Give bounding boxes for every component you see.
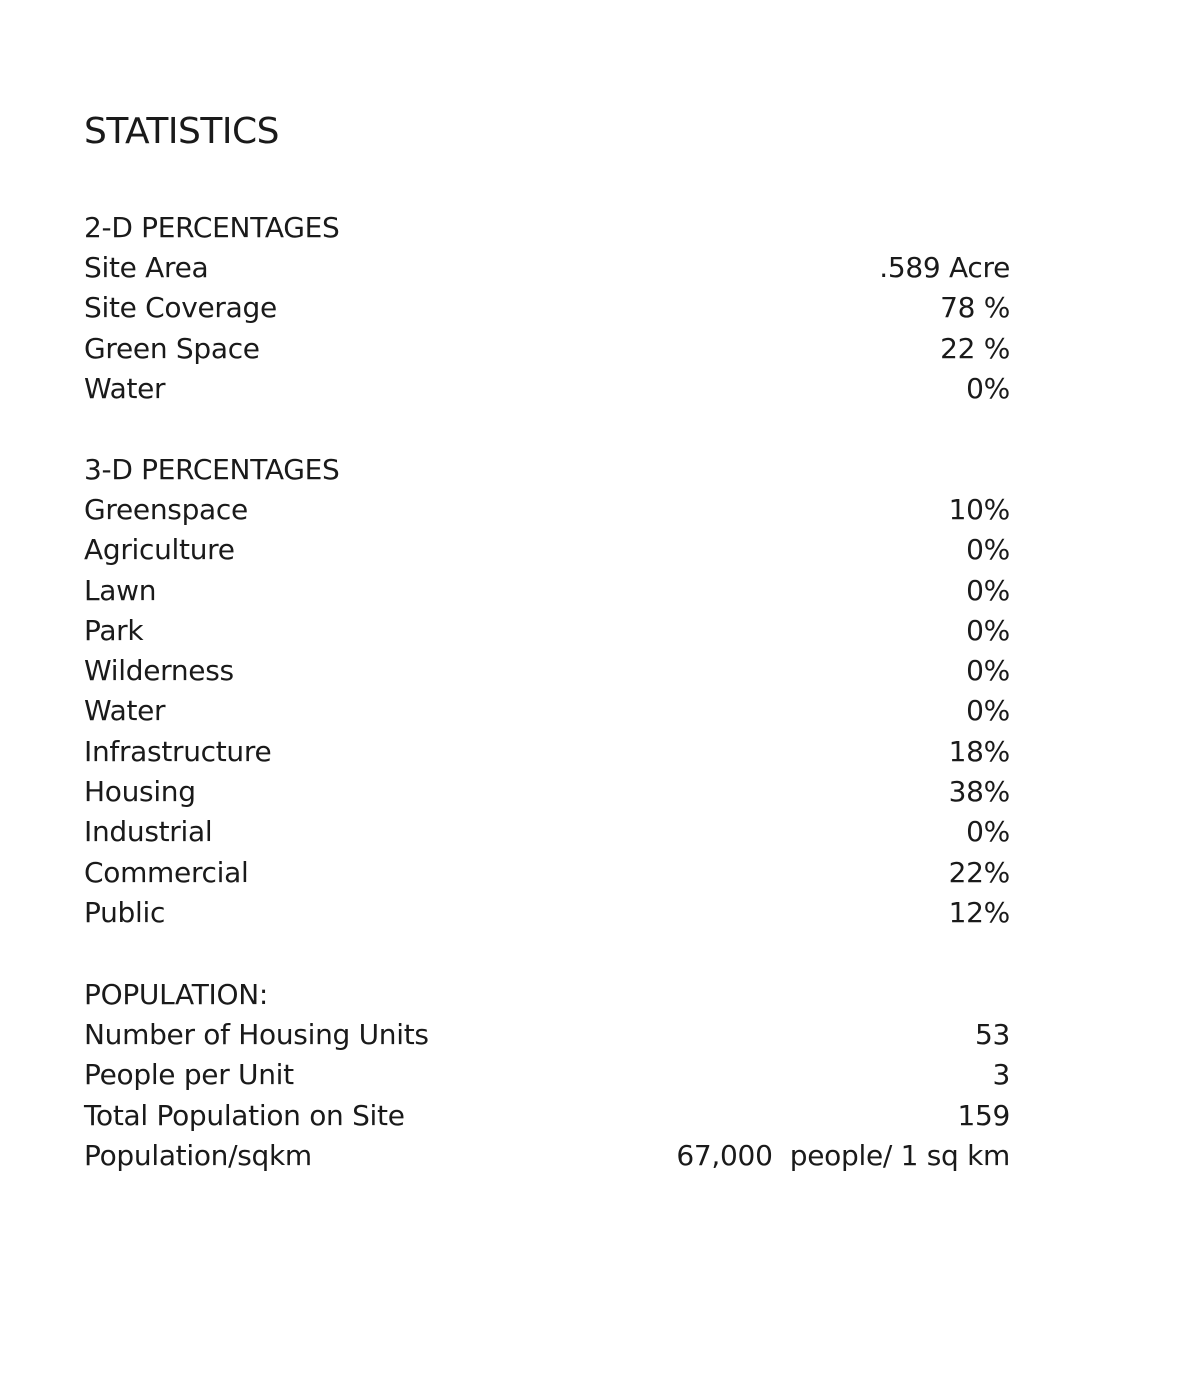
stat-row-lawn bbox=[84, 571, 1010, 611]
stat-value: 0% bbox=[966, 815, 1010, 849]
stat-label: People per Unit bbox=[84, 1058, 294, 1092]
section-3d-percentages bbox=[84, 450, 1010, 933]
stat-row-water bbox=[84, 691, 1010, 731]
stat-row-people-per-unit bbox=[84, 1055, 1010, 1095]
stat-label: Site Area bbox=[84, 251, 209, 284]
stat-value: 0% bbox=[966, 694, 1010, 728]
stat-row-water bbox=[84, 369, 1010, 409]
stat-label: Lawn bbox=[84, 573, 157, 607]
stat-label: Water bbox=[84, 371, 166, 405]
stat-row-site-area bbox=[84, 248, 1010, 288]
stat-label: Park bbox=[84, 613, 144, 647]
section-heading: POPULATION: bbox=[84, 978, 269, 1011]
stat-row-commercial bbox=[84, 853, 1010, 893]
stat-value: 10% bbox=[948, 493, 1010, 526]
stat-value: 78 % bbox=[940, 291, 1010, 325]
stat-row-greenspace bbox=[84, 490, 1010, 530]
stat-row-housing bbox=[84, 772, 1010, 812]
stat-label: Wilderness bbox=[84, 654, 234, 688]
stat-row-wilderness bbox=[84, 651, 1010, 691]
stat-row-industrial bbox=[84, 812, 1010, 852]
stat-value: 12% bbox=[948, 895, 1010, 929]
stat-value: 0% bbox=[966, 613, 1010, 647]
stat-label: Total Population on Site bbox=[84, 1098, 405, 1132]
section-population bbox=[84, 975, 1010, 1176]
stat-value: .589 Acre bbox=[879, 251, 1010, 284]
stat-label: Green Space bbox=[84, 331, 260, 365]
stat-label: Industrial bbox=[84, 815, 213, 849]
stat-row-park bbox=[84, 611, 1010, 651]
stat-value: 3 bbox=[992, 1058, 1010, 1092]
stat-label: Infrastructure bbox=[84, 734, 272, 768]
stat-value: 18% bbox=[948, 734, 1010, 768]
stat-label: Commercial bbox=[84, 855, 249, 889]
stat-row-site-coverage bbox=[84, 288, 1010, 328]
stat-row-infrastructure bbox=[84, 732, 1010, 772]
stat-label: Housing bbox=[84, 775, 196, 809]
stat-value: 159 bbox=[957, 1098, 1010, 1132]
stat-value: 0% bbox=[966, 573, 1010, 607]
stat-label: Site Coverage bbox=[84, 291, 277, 325]
stat-row-population-density bbox=[84, 1136, 1010, 1176]
stat-label: Population/sqkm bbox=[84, 1138, 312, 1172]
stat-label: Number of Housing Units bbox=[84, 1018, 429, 1051]
stat-row-agriculture bbox=[84, 530, 1010, 570]
stat-row-green-space bbox=[84, 329, 1010, 369]
stat-label: Greenspace bbox=[84, 493, 248, 526]
stat-value: 22% bbox=[948, 855, 1010, 889]
stat-value: 0% bbox=[966, 533, 1010, 567]
stat-value: 0% bbox=[966, 371, 1010, 405]
stat-label: Water bbox=[84, 694, 166, 728]
stat-value: 22 % bbox=[940, 331, 1010, 365]
stat-label: Public bbox=[84, 895, 166, 929]
stat-label: Agriculture bbox=[84, 533, 235, 567]
stat-row-total-population bbox=[84, 1096, 1010, 1136]
section-2d-percentages bbox=[84, 208, 1010, 409]
stat-value: 38% bbox=[948, 775, 1010, 809]
section-heading: 3-D PERCENTAGES bbox=[84, 453, 340, 486]
stat-value: 67,000 people/ 1 sq km bbox=[676, 1138, 1010, 1172]
stat-row-housing-units bbox=[84, 1015, 1010, 1055]
statistics-page bbox=[84, 0, 1010, 1389]
section-heading: 2-D PERCENTAGES bbox=[84, 211, 340, 244]
stat-value: 53 bbox=[974, 1018, 1010, 1051]
stat-value: 0% bbox=[966, 654, 1010, 688]
stat-row-public bbox=[84, 893, 1010, 933]
page-title: STATISTICS bbox=[84, 111, 279, 152]
